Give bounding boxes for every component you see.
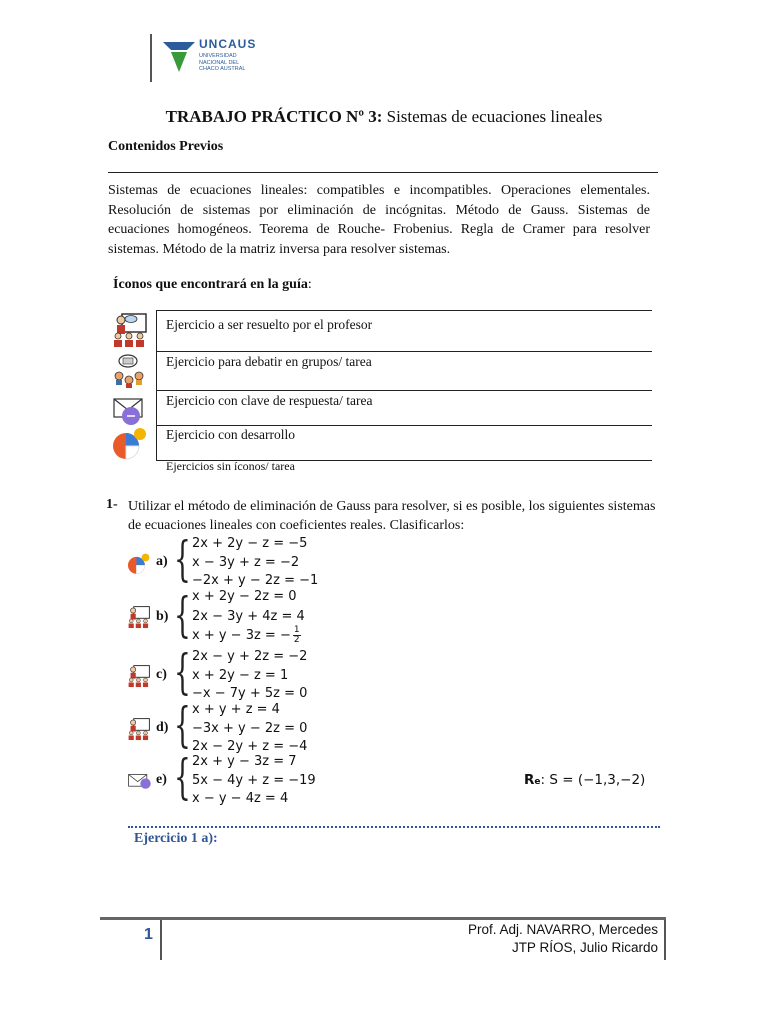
system-equations [192,753,316,809]
legend-row-border [156,390,652,391]
system-brace: { [174,697,191,753]
equation: 2x + 2y − z = −5 [192,536,308,551]
footer-divider-left [160,920,162,960]
exercise-statement: Utilizar el método de eliminación de Gauss para resolver, si es posible, los siguientes sistemas de ecuaciones lineales con coeficientes reales. Clasificarlos: [128,499,656,533]
footer-divider-right [664,920,666,960]
system-brace: { [174,644,191,700]
equation: x + y + z = 4 [192,702,280,717]
equation: x + 2y − z = 1 [192,667,289,683]
teacher-icon [126,664,152,688]
development-pie-icon [110,426,150,462]
logo-subtitle: UNIVERSIDAD NACIONAL DEL CHACO AUSTRAL [199,53,246,72]
answer-key-envelope-icon [110,391,150,427]
footer-authors [420,921,658,957]
exercise-subheading: Ejercicio 1 a): [134,831,218,846]
answer-key-envelope-icon [126,769,152,793]
exercise-number: 1- [106,497,118,512]
equation: 2x − y + 2z = −2 [192,649,308,664]
legend-label-teacher: Ejercicio a ser resuelto por el profesor [166,317,373,332]
page-number: 1 [144,926,153,943]
equation: −2x + y − 2z = −1 [192,573,319,588]
dotted-separator [128,826,660,828]
legend-column-divider [156,310,157,460]
development-pie-icon [126,552,152,576]
system-label: c) [156,667,167,682]
teacher-icon [126,717,152,741]
equation: 2x + y − 3z = 7 [192,754,297,769]
equation: 5x − 4y + z = −19 [192,772,316,788]
fraction: $\frac{1}{2}$ [293,625,300,645]
system-label: d) [156,720,169,735]
equation: −x − 7y + 5z = 0 [192,686,308,701]
system-brace: { [174,587,191,643]
legend-row-border [156,425,652,426]
legend-label-development: Ejercicio con desarrollo [166,427,295,442]
logo-divider [150,34,152,82]
legend-row-border [156,351,652,352]
icons-heading: Íconos que encontrará en la guía: [113,277,312,292]
legend-label-answer-key: Ejercicio con clave de respuesta/ tarea [166,393,373,408]
equation: −3x + y − 2z = 0 [192,720,308,736]
equation: x − 3y + z = −2 [192,554,300,570]
author-2: JTP RÍOS, Julio Ricardo [511,940,658,955]
system-label: b) [156,609,169,624]
group-discussion-icon [110,352,150,388]
system-equations [192,535,318,591]
answer-key: Re: S = (−1,3,−2) [524,772,646,788]
contenidos-heading: Contenidos Previos [108,139,224,154]
equation: x + 2y − 2z = 0 [192,589,297,604]
system-brace: { [174,531,191,587]
author-1: Prof. Adj. NAVARRO, Mercedes [467,922,658,937]
page-title: TRABAJO PRÁCTICO Nº 3: Sistemas de ecuaciones lineales [165,107,603,126]
system-equations [192,701,307,757]
section-divider [108,172,658,173]
system-label: e) [156,772,167,787]
equation: x + y − 3z = − $\frac{1}{2}$ [192,625,300,645]
teacher-icon [126,605,152,629]
contenidos-text: Sistemas de ecuaciones lineales: compatibles e incompatibles. Operaciones elementales. Resolución de sistemas por eliminación de incógnitas. Método de Gauss. Sistemas de ecuaciones homogéneos. Teorema de Rouche- Frobenius. Regla de Cramer para resolver sistemas. Método de la matriz inversa para resolver sistemas. [108,183,650,257]
logo-name: UNCAUS [199,37,257,51]
system-brace: { [174,749,191,805]
teacher-icon [110,312,150,348]
equation: x − y − 4z = 4 [192,791,289,806]
legend-row-border [156,310,652,311]
system-label: a) [156,554,168,569]
system-equations [192,587,305,646]
legend-label-no-icon: Ejercicios sin íconos/ tarea [166,459,295,473]
equation: 2x − 3y + 4z = 4 [192,608,305,624]
legend-label-group: Ejercicio para debatir en grupos/ tarea [166,354,372,369]
uncaus-logo-icon [161,38,197,74]
footer-rule [100,917,666,920]
system-equations [192,648,307,704]
equation: 2x − 2y + z = −4 [192,739,308,754]
